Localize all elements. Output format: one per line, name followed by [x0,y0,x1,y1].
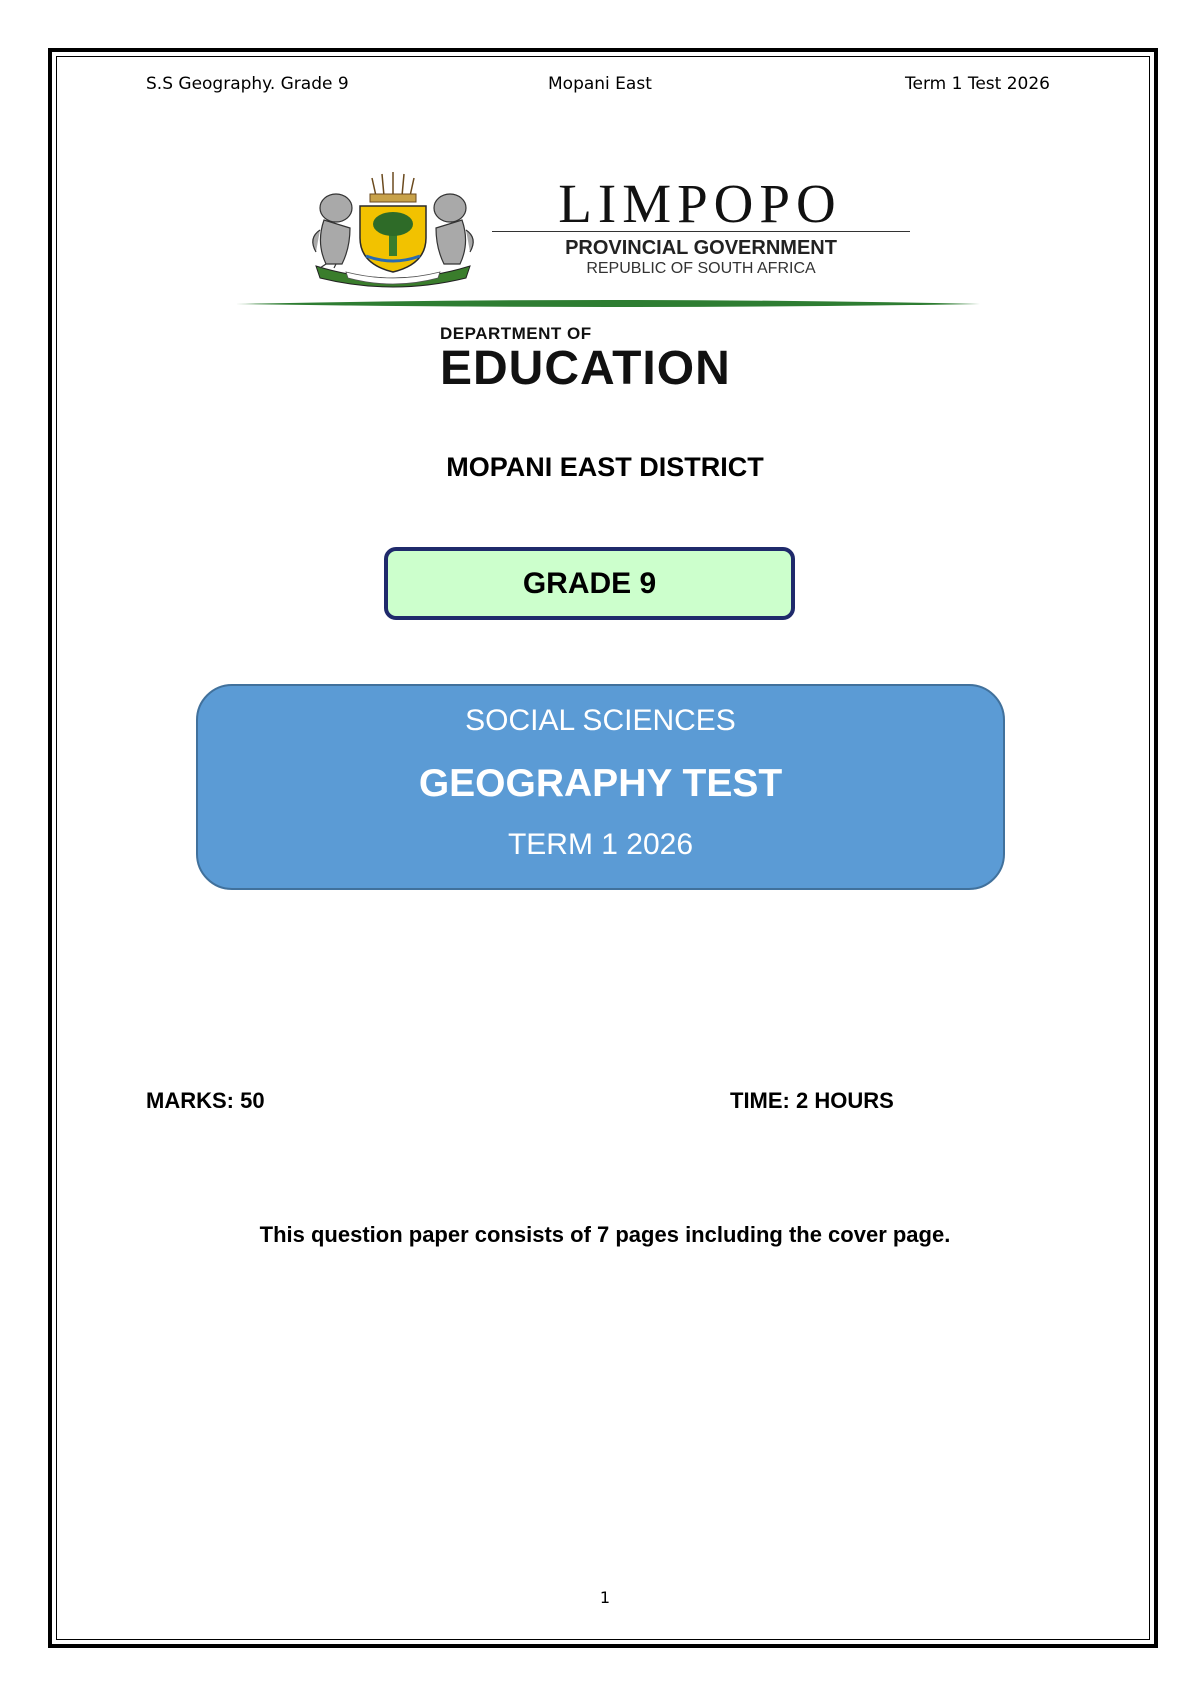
page-number: 1 [599,1588,611,1607]
grade-label: GRADE 9 [522,566,657,600]
time-label: TIME: 2 HOURS [730,1088,894,1113]
district-title: MOPANI EAST DISTRICT [446,452,764,482]
header-left: S.S Geography. Grade 9 [146,74,349,94]
term-label: TERM 1 2026 [507,828,694,861]
grade-box [384,547,795,620]
subject-label: SOCIAL SCIENCES [465,704,736,737]
coat-of-arms-icon [306,168,480,290]
test-title: GEOGRAPHY TEST [418,762,783,805]
header-center: Mopani East [548,74,652,94]
limpopo-logo-word: LIMPOPO [558,173,842,234]
marks-label: MARKS: 50 [146,1088,265,1113]
republic-label: REPUBLIC OF SOUTH AFRICA [586,260,816,277]
department-name: EDUCATION [440,342,731,395]
logo-divider [492,231,910,232]
subject-title-box [196,684,1005,890]
green-divider [236,296,980,312]
provincial-government-label: PROVINCIAL GOVERNMENT [565,237,837,259]
header-right: Term 1 Test 2026 [905,74,1050,94]
page-count-note: This question paper consists of 7 pages including the cover page. [259,1222,951,1247]
department-prefix: DEPARTMENT OF [440,324,592,343]
